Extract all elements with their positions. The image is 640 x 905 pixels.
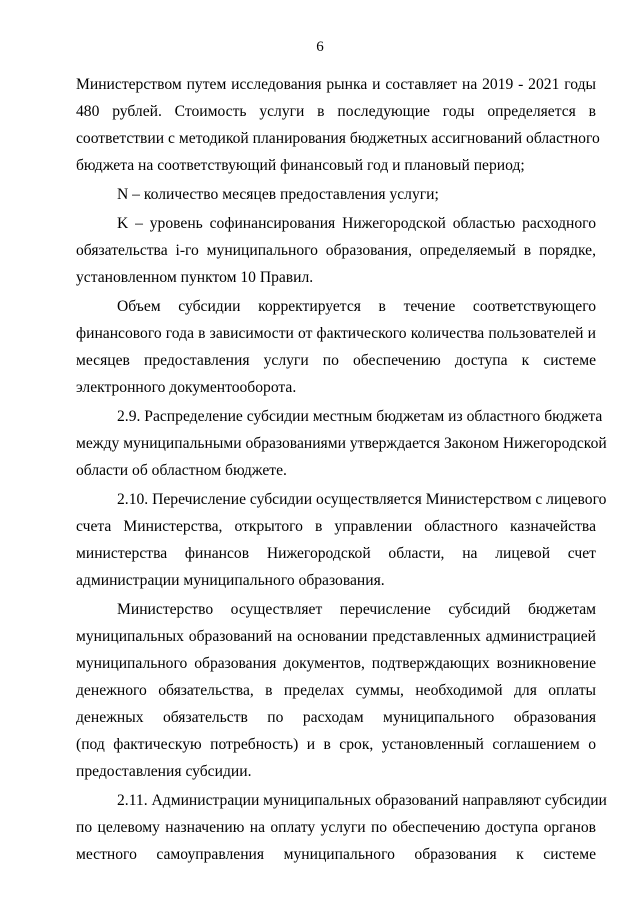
paragraph	[76, 293, 596, 401]
text-line: Министерством путем исследования рынка и составляет на 2019 - 2021 годы	[76, 76, 596, 93]
paragraph	[76, 181, 596, 208]
page-number: 6	[316, 39, 324, 55]
paragraph	[76, 210, 596, 291]
text-line: бюджета на соответствующий финансовый год и плановый период;	[76, 157, 525, 174]
text-line: области об областном бюджете.	[76, 462, 287, 479]
document-body	[76, 71, 607, 868]
text-line: счета Министерства, открытого в управлении областного казначейства	[76, 518, 596, 535]
text-line: денежного обязательства, в пределах суммы, необходимой для оплаты	[76, 682, 596, 699]
text-line: финансового года в зависимости от фактического количества пользователей и	[76, 325, 596, 342]
paragraph	[76, 787, 607, 868]
text-line: соответствии с методикой планирования бюджетных ассигнований областного	[76, 130, 600, 147]
paragraph	[76, 403, 607, 484]
text-line: электронного документооборота.	[76, 379, 297, 396]
text-line: местного самоуправления муниципального образования к системе	[76, 846, 596, 863]
text-line: муниципальных образований на основании представленных администрацией	[76, 628, 596, 645]
text-line: N – количество месяцев предоставления услуги;	[117, 186, 439, 203]
text-line: 480 рублей. Стоимость услуги в последующие годы определяется в	[76, 103, 596, 120]
text-line: между муниципальными образованиями утверждается Законом Нижегородской	[76, 435, 607, 452]
paragraph	[76, 71, 600, 179]
text-line: Объем субсидии корректируется в течение соответствующего	[117, 298, 596, 315]
text-line: установленном пунктом 10 Правил.	[76, 269, 314, 286]
text-line: 2.10. Перечисление субсидии осуществляется Министерством с лицевого	[117, 491, 607, 508]
text-line: министерства финансов Нижегородской области, на лицевой счет	[76, 545, 596, 562]
paragraph	[76, 596, 596, 785]
text-line: месяцев предоставления услуги по обеспечению доступа к системе	[76, 352, 596, 369]
text-line: 2.11. Администрации муниципальных образований направляют субсидии	[117, 792, 607, 809]
text-line: Министерство осуществляет перечисление субсидий бюджетам	[117, 601, 596, 618]
text-line: K – уровень софинансирования Нижегородской областью расходного	[117, 215, 596, 232]
text-line: предоставления субсидии.	[76, 763, 252, 780]
text-line: 2.9. Распределение субсидии местным бюджетам из областного бюджета	[117, 408, 603, 425]
text-line: денежных обязательств по расходам муниципального образования	[76, 709, 596, 726]
text-line: по целевому назначению на оплату услуги по обеспечению доступа органов	[76, 819, 596, 836]
text-line: муниципального образования документов, подтверждающих возникновение	[76, 655, 596, 672]
text-line: обязательства i-го муниципального образования, определяемый в порядке,	[76, 242, 596, 259]
paragraph	[76, 486, 607, 594]
text-line: (под фактическую потребность) и в срок, установленный соглашением о	[76, 736, 596, 753]
text-line: администрации муниципального образования.	[76, 572, 385, 589]
